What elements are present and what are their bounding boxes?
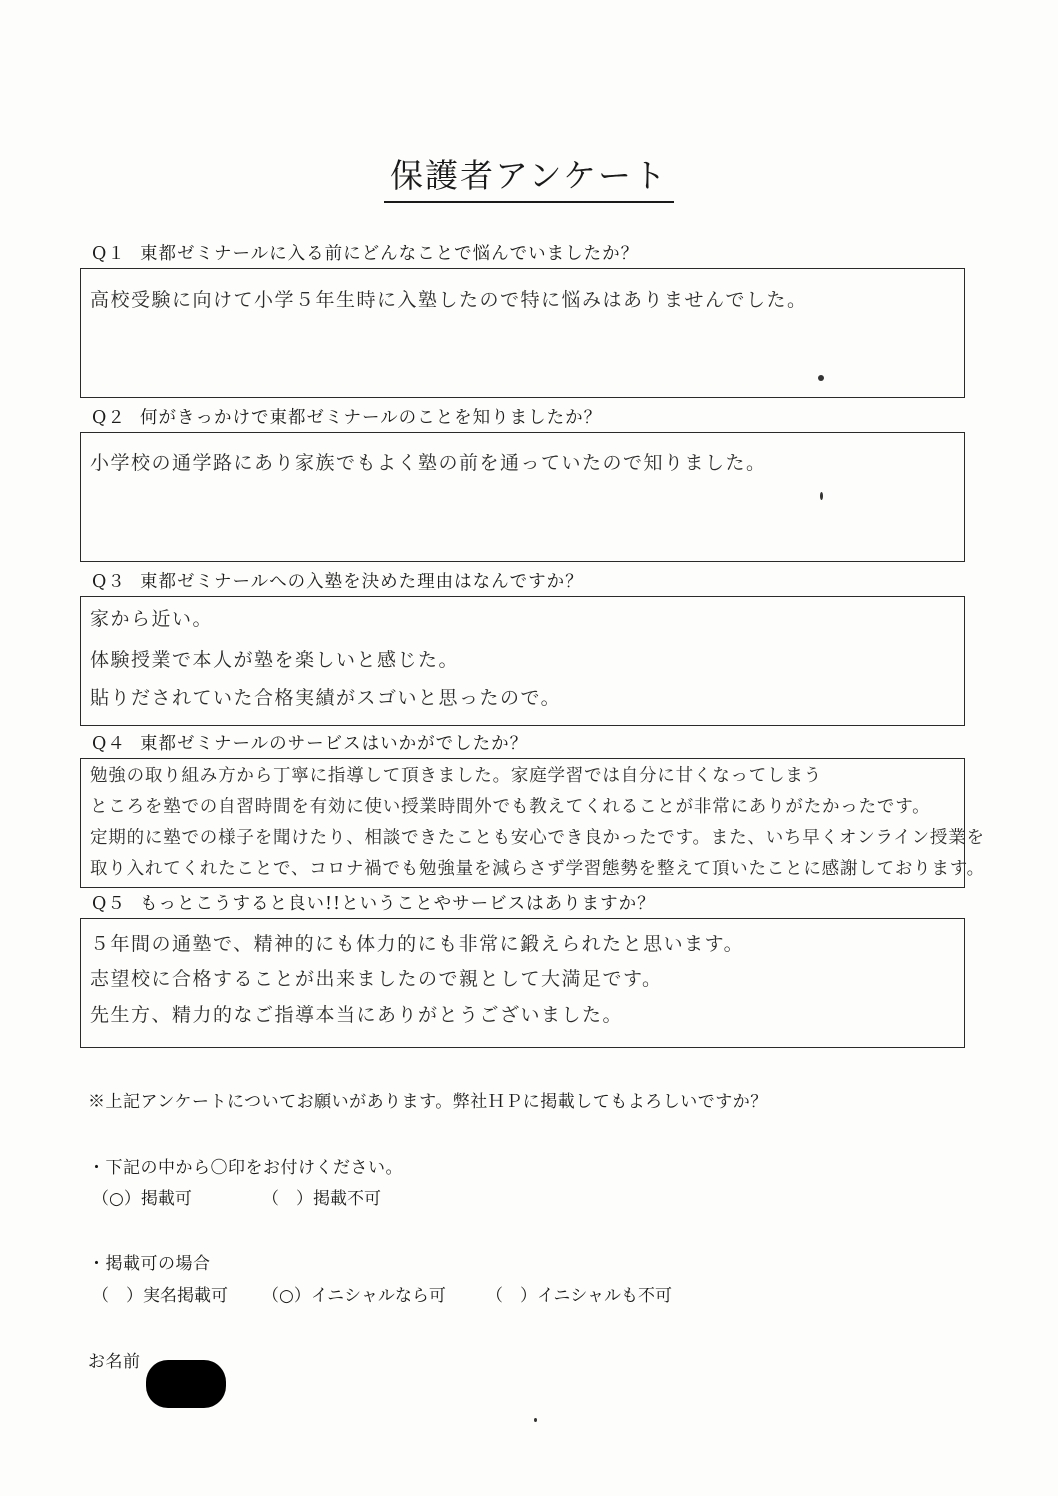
request-note: ※上記アンケートについてお願いがあります。弊社ＨＰに掲載してもよろしいですか？	[88, 1092, 768, 1112]
answer-4-line-1: 勉強の取り組み方から丁寧に指導して頂きました。家庭学習では自分に甘くなってしまう	[90, 766, 822, 786]
question-4: Q４ 東都ゼミナールのサービスはいかがでしたか？	[92, 734, 529, 754]
answer-3-line-2: 体験授業で本人が塾を楽しいと感じた。	[90, 649, 460, 671]
answer-4-line-2: ところを塾での自習時間を有効に使い授業時間外でも教えてくれることが非常にありがたかったです。	[90, 797, 931, 817]
answer-2-line-1: 小学校の通学路にあり家族でもよく塾の前を通っていたので知りました。	[90, 452, 767, 474]
question-2: Q２ 何がきっかけで東都ゼミナールのことを知りましたか？	[92, 408, 603, 428]
question-1: Q１ 東都ゼミナールに入る前にどんなことで悩んでいましたか？	[92, 244, 640, 264]
scan-speck	[534, 1418, 537, 1422]
scan-speck	[820, 492, 823, 500]
answer-4-line-4: 取り入れてくれたことで、コロナ禍でも勉強量を減らさず学習態勢を整えて頂いたことに感謝しております。	[90, 859, 985, 879]
answer-3-line-1: 家から近い。	[90, 608, 214, 630]
publish-option-initials-ok[interactable]: （○）イニシャルなら可	[262, 1286, 446, 1306]
answer-3-line-3: 貼りだされていた合格実績がスゴいと思ったので。	[90, 687, 562, 709]
scan-speck	[818, 375, 824, 381]
consent-option-allowed[interactable]: （○）掲載可	[92, 1189, 192, 1209]
page-title: 保護者アンケート	[0, 150, 1058, 203]
consent-instruction: ・下記の中から〇印をお付けください。	[88, 1158, 403, 1178]
answer-5-line-2: 志望校に合格することが出来ましたので親として大満足です。	[90, 968, 663, 990]
name-label: お名前	[88, 1352, 141, 1372]
answer-5-line-1: ５年間の通塾で、精神的にも体力的にも非常に鍛えられたと思います。	[90, 933, 745, 955]
question-5: Q５ もっとこうすると良い!!ということやサービスはありますか？	[92, 894, 656, 914]
publish-option-initials-not-ok[interactable]: （ ）イニシャルも不可	[486, 1286, 672, 1306]
redacted-name	[146, 1360, 226, 1408]
consent-option-not-allowed[interactable]: （ ）掲載不可	[262, 1189, 381, 1209]
answer-4-line-3: 定期的に塾での様子を聞けたり、相談できたことも安心でき良かったです。また、いち早くオンライン授業を	[90, 828, 985, 848]
answer-1-line-1: 高校受験に向けて小学５年生時に入塾したので特に悩みはありませんでした。	[90, 289, 808, 311]
answer-5-line-3: 先生方、精力的なご指導本当にありがとうございました。	[90, 1004, 624, 1026]
publish-option-real-name[interactable]: （ ）実名掲載可	[92, 1286, 228, 1306]
publish-conditions-heading: ・掲載可の場合	[88, 1254, 211, 1274]
question-3: Q３ 東都ゼミナールへの入塾を決めた理由はなんですか？	[92, 572, 584, 592]
